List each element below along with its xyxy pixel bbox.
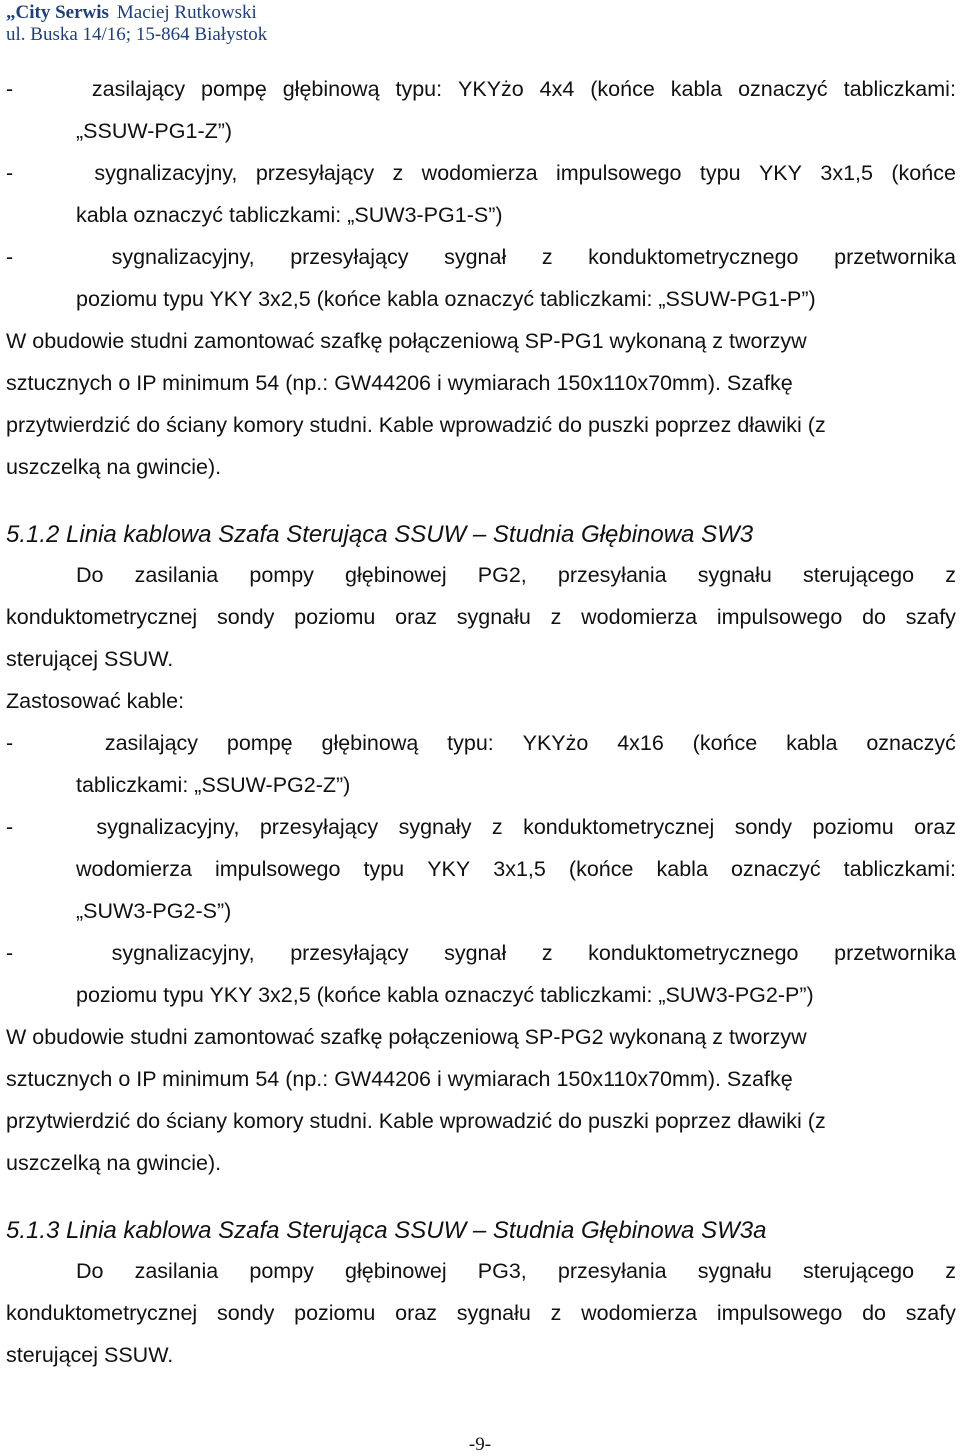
text-segment: zasilający [104,731,199,755]
text-line [6,596,956,638]
text-segment: YKYżo [522,731,589,755]
company-line [6,2,267,24]
text-segment: przesyłający [259,815,379,839]
text-segment: tabliczkami: „SSUW-PG2-Z”) [76,773,351,797]
text-segment: tabliczkami: [843,857,956,881]
text-segment: 3x1,5 [493,857,546,881]
text-segment: zasilania [134,1259,219,1283]
text-segment: pompę [226,731,293,755]
bullet-dash: - [6,731,14,755]
text-segment: oznaczyć [866,731,956,755]
text-line [6,320,956,362]
text-segment: sygnalizacyjny, [96,815,240,839]
text-segment: (końce [590,77,655,101]
text-segment: przesyłający [290,941,409,965]
text-segment: kabla [656,857,708,881]
text-line [6,278,956,320]
text-segment: Zastosować kable: [6,689,185,713]
text-segment: impulsowego [716,605,843,629]
text-segment: poziomu typu YKY 3x2,5 (końce kabla oznaczyć tabliczkami: „SUW3-PG2-P”) [76,983,814,1007]
text-segment: przetwornika [834,941,956,965]
text-line [6,194,956,236]
text-line [6,848,956,890]
text-line [6,1142,956,1184]
text-segment: sygnalizacyjny, [111,941,255,965]
text-segment: sondy [216,605,275,629]
text-segment: przesyłania [557,1259,667,1283]
text-segment: sondy [216,1301,275,1325]
text-line [6,1100,956,1142]
paragraph-gap [6,1184,956,1212]
text-segment: sygnał [444,941,507,965]
text-segment: do [862,605,886,629]
list-item [6,68,956,110]
text-segment: kabla oznaczyć tabliczkami: „SUW3-PG1-S”) [76,203,503,227]
text-segment: sterującego [802,1259,915,1283]
text-segment: Do [76,563,104,587]
text-segment: z [541,941,553,965]
text-segment: sondy [734,815,793,839]
text-segment: typu [699,161,741,185]
text-segment: YKYżo [458,77,524,101]
text-segment: YKY [427,857,471,881]
text-segment: tabliczkami: [843,77,956,101]
text-segment: poziomu [294,605,376,629]
text-segment: sygnalizacyjny, [111,245,255,269]
text-segment: wodomierza [581,1301,698,1325]
paragraph-gap [6,488,956,516]
text-segment: impulsowego [716,1301,843,1325]
text-line [6,446,956,488]
text-segment: do [862,1301,886,1325]
text-segment: przesyłania [557,563,667,587]
text-segment: zasilania [134,563,219,587]
text-segment: „SUW3-PG2-S”) [76,899,232,923]
page-number: -9- [468,1434,492,1455]
section-heading [6,1212,956,1250]
text-segment: z [541,245,553,269]
text-segment: oraz [914,815,956,839]
text-segment: YKY [758,161,802,185]
text-segment: głębinowej [345,1259,447,1283]
text-segment: pompy [249,563,314,587]
text-segment: wodomierza [421,161,538,185]
text-segment: typu: [447,731,494,755]
text-segment: sterującej SSUW. [6,1343,174,1367]
text-segment: PG3, [477,1259,527,1283]
text-segment: (końce [692,731,758,755]
text-segment: PG2, [477,563,527,587]
text-segment: przesyłający [290,245,409,269]
text-segment: sygnału [456,605,531,629]
text-segment: sygnału [697,563,772,587]
text-segment: zasilający [91,77,186,101]
list-item [6,932,956,974]
list-item [6,806,956,848]
text-segment: (końce [568,857,634,881]
text-segment: uszczelką na gwincie). [6,1151,222,1175]
text-segment: oznaczyć [738,77,828,101]
owner-name: Maciej Rutkowski [116,2,257,23]
text-segment: sterującej SSUW. [6,647,174,671]
text-segment: z [945,563,956,587]
text-line [6,1016,956,1058]
text-segment: szafy [905,1301,956,1325]
text-line [6,1334,956,1376]
text-segment: sztucznych o IP minimum 54 (np.: GW44206 i wymiarach 150x110x70mm). Szafkę [6,371,793,395]
text-segment: szafy [905,605,956,629]
text-line [6,1250,956,1292]
text-line [6,1058,956,1100]
text-segment: głębinową [282,77,380,101]
text-segment: sygnału [456,1301,531,1325]
text-segment: impulsowego [214,857,341,881]
text-segment: typu [363,857,405,881]
bullet-dash: - [6,161,14,185]
company-name: „City Serwis [6,2,109,23]
text-line [6,638,956,680]
text-segment: 4x4 [539,77,575,101]
text-segment: uszczelką na gwincie). [6,455,222,479]
document-body [6,68,956,1376]
text-segment: Do [76,1259,104,1283]
text-segment: konduktometrycznego [588,941,799,965]
text-segment: głębinową [321,731,419,755]
text-segment: oraz [395,1301,437,1325]
text-segment: 3x1,5 [820,161,873,185]
text-line [6,362,956,404]
text-line [6,680,956,722]
bullet-dash: - [6,815,14,839]
text-segment: impulsowego [556,161,682,185]
bullet-dash: - [6,77,14,101]
page-header [6,2,267,46]
text-segment: konduktometrycznej [6,605,198,629]
list-item [6,236,956,278]
text-segment: typu: [395,77,443,101]
text-segment: przesyłający [255,161,375,185]
text-segment: z [945,1259,956,1283]
text-segment: konduktometrycznego [588,245,799,269]
text-segment: pompę [201,77,267,101]
text-segment: sztucznych o IP minimum 54 (np.: GW44206 i wymiarach 150x110x70mm). Szafkę [6,1067,793,1091]
text-segment: z [550,1301,562,1325]
bullet-dash: - [6,245,14,269]
heading-text: 5.1.3 Linia kablowa Szafa Sterująca SSUW – Studnia Głębinowa SW3a [6,1217,767,1244]
text-line [6,1292,956,1334]
text-line [6,110,956,152]
text-segment: sygnału [697,1259,772,1283]
text-segment: z [392,161,404,185]
text-line [6,554,956,596]
text-segment: oznaczyć [730,857,821,881]
text-segment: sygnał [444,245,507,269]
text-segment: konduktometrycznej [523,815,715,839]
text-segment: przetwornika [834,245,956,269]
list-item [6,722,956,764]
bullet-dash: - [6,941,14,965]
text-segment: W obudowie studni zamontować szafkę połączeniową SP-PG1 wykonaną z tworzyw [6,329,807,353]
text-segment: kabla [786,731,838,755]
text-segment: poziomu typu YKY 3x2,5 (końce kabla oznaczyć tabliczkami: „SSUW-PG1-P”) [76,287,816,311]
text-segment: wodomierza [581,605,698,629]
text-line [6,764,956,806]
text-segment: „SSUW-PG1-Z”) [76,119,233,143]
text-segment: poziomu [812,815,894,839]
text-line [6,404,956,446]
text-segment: z [550,605,562,629]
text-segment: konduktometrycznej [6,1301,198,1325]
list-item [6,152,956,194]
text-segment: z [491,815,503,839]
text-segment: przytwierdzić do ściany komory studni. Kable wprowadzić do puszki poprzez dławiki (z [6,1109,826,1133]
section-heading [6,516,956,554]
text-segment: oraz [395,605,437,629]
text-segment: poziomu [294,1301,376,1325]
heading-text: 5.1.2 Linia kablowa Szafa Sterująca SSUW – Studnia Głębinowa SW3 [6,521,754,548]
company-address: ul. Buska 14/16; 15-864 Białystok [6,24,268,45]
text-segment: sygnalizacyjny, [94,161,238,185]
text-segment: sterującego [802,563,915,587]
text-segment: sygnały [398,815,472,839]
text-segment: przytwierdzić do ściany komory studni. Kable wprowadzić do puszki poprzez dławiki (z [6,413,826,437]
text-segment: (końce [891,161,956,185]
text-segment: pompy [249,1259,314,1283]
text-segment: kabla [670,77,723,101]
text-segment: głębinowej [345,563,447,587]
text-segment: 4x16 [617,731,664,755]
text-line [6,974,956,1016]
text-segment: wodomierza [76,857,192,881]
text-line [6,890,956,932]
text-segment: W obudowie studni zamontować szafkę połączeniową SP-PG2 wykonaną z tworzyw [6,1025,807,1049]
